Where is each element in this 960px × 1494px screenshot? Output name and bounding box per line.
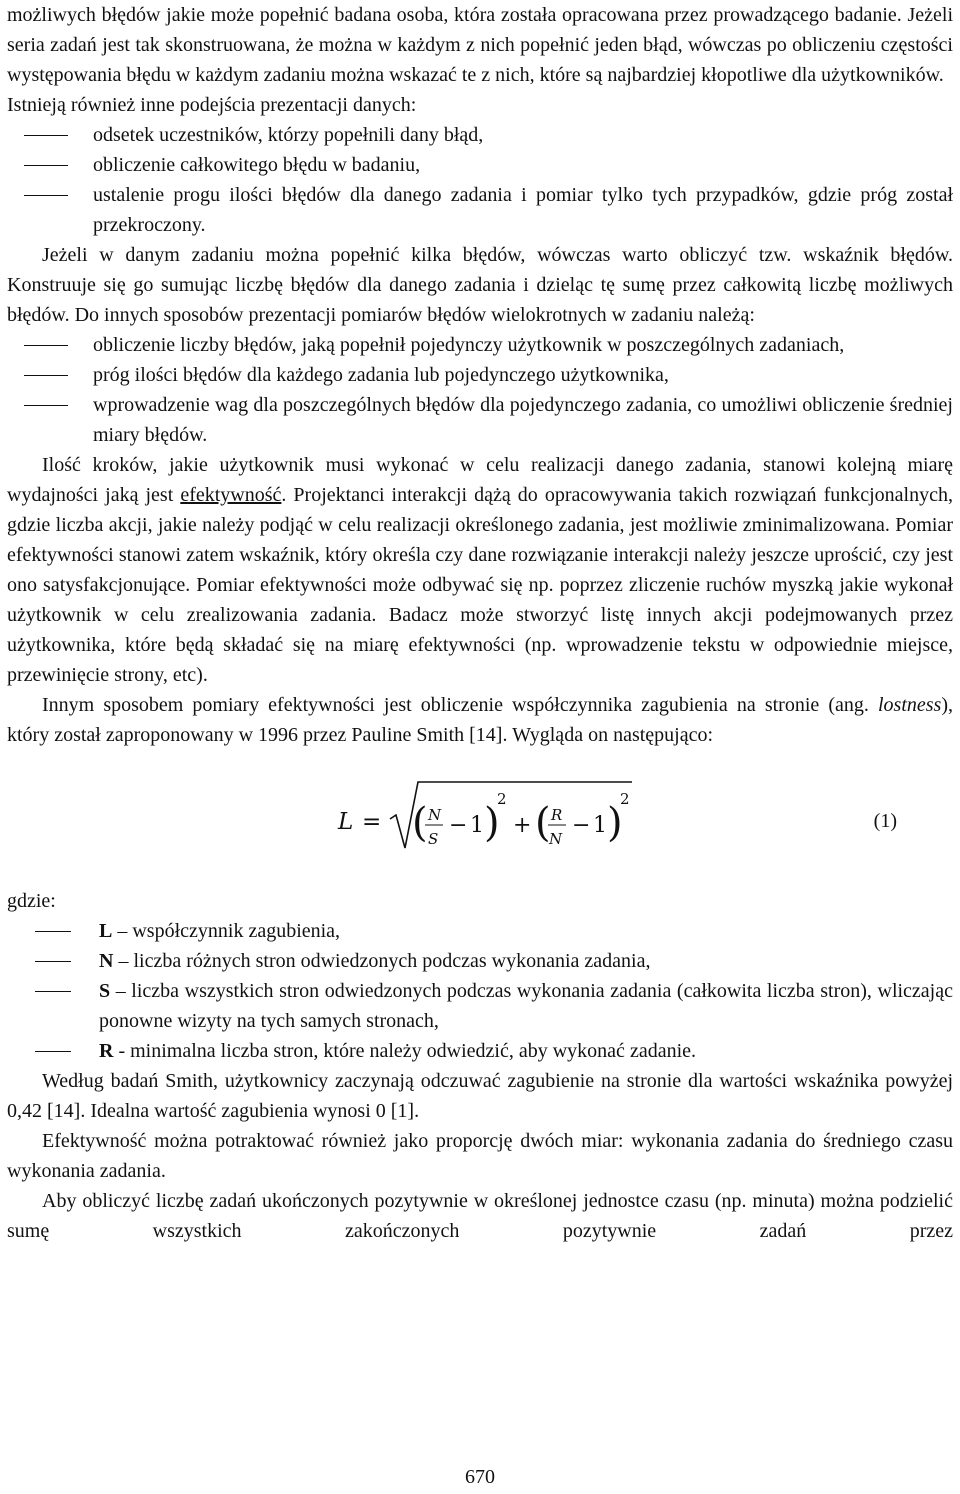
paren-right: ) (484, 800, 500, 846)
paragraph-efficiency: Ilość kroków, jakie użytkownik musi wykonać w celu realizacji danego zadania, stanowi kolejną miarę wydajności jaką jest efektywność. Projektanci interakcji dążą do opracowywania takich rozwiązań funkcjonalnych, gdzie liczba akcji, jakie należy podjąć w celu realizacji określonego zadania, jest możliwie zminimalizowana. Pomiar efektywności stanowi zatem wskaźnik, który określa czy dane rozwiązanie interakcji należy jeszcze uprościć, czy jest ono satysfakcjonujące. Pomiar efektywności może odbywać się np. poprzez zliczenie ruchów myszką jakie wykonał użytkownik w celu zrealizowania zadania. Badacz może stworzyć listę innych akcji podejmowanych przez użytkownika, które będą składać się na miarę efektywności (np. wprowadzenie tekstu w odpowiednie miejsce, przewinięcie strony, etc). (7, 454, 953, 686)
page-number: 670 (465, 1466, 495, 1488)
paragraph-efficiency-proportion: Efektywność można potraktować również jako proporcję dwóch miar: wykonania zadania do średniego czasu wykonania zadania. (7, 1130, 953, 1182)
list-item: odsetek uczestników, którzy popełnili dany błąd, (7, 120, 953, 150)
formula-numerator-1: N (428, 806, 442, 824)
list-item: ustalenie progu ilości błędów dla danego zadania i pomiar tylko tych przypadków, gdzie próg został przekroczony. (7, 180, 953, 240)
lostness-formula (332, 764, 642, 864)
paragraph-errors-intro: możliwych błędów jakie może popełnić badana osoba, która została opracowana przez prowadzącego badanie. Jeżeli seria zadań jest tak skonstruowana, że można w każdym z nich popełnić jeden błąd, wówczas po obliczeniu częstości występowania błędu w każdym zadaniu można wskazać te z nich, które są najbardziej kłopotliwe dla użytkowników. (7, 4, 953, 86)
formula-exponent-2: 2 (620, 790, 630, 808)
formula-denominator-1: S (428, 830, 439, 848)
paren-right: ) (607, 800, 623, 846)
paragraph-smith-threshold: Według badań Smith, użytkownicy zaczynają odczuwać zagubienie na stronie dla wartości wskaźnika powyżej 0,42 [14]. Idealna wartość zagubienia wynosi 0 [1]. (7, 1070, 953, 1122)
formula-exponent-1: 2 (497, 790, 507, 808)
equation-block (7, 764, 953, 872)
formula-numerator-2: R (551, 806, 563, 824)
paren-left: ( (535, 800, 551, 846)
formula-denominator-2: N (549, 830, 563, 848)
list-item: obliczenie całkowitego błędu w badaniu, (7, 150, 953, 180)
formula-one-2: 1 (593, 813, 607, 838)
list-data-presentation (7, 120, 953, 240)
formula-minus-2: − (572, 813, 591, 838)
symbol: L (99, 920, 113, 942)
symbol: N (99, 950, 114, 972)
term-lostness: lostness (877, 694, 942, 716)
paragraph-error-rate: Jeżeli w danym zadaniu można popełnić kilka błędów, wówczas warto obliczyć tzw. wskaźnik błędów. Konstruuje się go sumując liczbę błędów dla danego zadania i dzieląc tę sumę przez całkowitą liczbę możliwych błędów. Do innych sposobów prezentacji pomiarów błędów wielokrotnych w zadaniu należą: (7, 244, 953, 326)
list-item: wprowadzenie wag dla poszczególnych błędów dla pojedynczego zadania, co umożliwi obliczenie średniej miary błędów. (7, 390, 953, 450)
formula-minus-1: − (449, 813, 468, 838)
definition-item: S – liczba wszystkich stron odwiedzonych podczas wykonania zadania (całkowita liczba stron), wliczając ponowne wizyty na tych samych stronach, (7, 976, 953, 1036)
list-item: próg ilości błędów dla każdego zadania lub pojedynczego użytkownika, (7, 360, 953, 390)
label-gdzie: gdzie: (7, 890, 56, 912)
formula-equals: = (362, 809, 382, 835)
paragraph-tasks-per-time: Aby obliczyć liczbę zadań ukończonych pozytywnie w określonej jednostce czasu (np. minuta) można podzielić sumę wszystkich zakończonych pozytywnie zadań przez (7, 1190, 953, 1242)
list-symbol-definitions (7, 916, 953, 1066)
paragraph-other-approaches: Istnieją również inne podejścia prezentacji danych: (7, 94, 417, 116)
formula-plus: + (513, 813, 532, 838)
definition-item: N – liczba różnych stron odwiedzonych podczas wykonania zadania, (7, 946, 953, 976)
list-item: obliczenie liczby błędów, jaką popełnił pojedynczy użytkownik w poszczególnych zadaniach, (7, 330, 953, 360)
symbol: R (99, 1040, 114, 1062)
list-multiple-errors (7, 330, 953, 450)
paragraph-lostness: Innym sposobem pomiary efektywności jest obliczenie współczynnika zagubienia na stronie (ang. lostness), który został zaproponowany w 1996 przez Pauline Smith [14]. Wygląda on następująco: (7, 694, 953, 746)
formula-one-1: 1 (470, 813, 484, 838)
definition-item: R - minimalna liczba stron, które należy odwiedzić, aby wykonać zadanie. (7, 1036, 953, 1066)
definition-item: L – współczynnik zagubienia, (7, 916, 953, 946)
equation-number: (1) (873, 810, 897, 832)
paren-left: ( (412, 800, 428, 846)
term-efektywnosc: efektywność (180, 484, 282, 506)
document-page (7, 0, 953, 1246)
symbol: S (99, 980, 111, 1002)
formula-lhs: L (338, 809, 354, 835)
